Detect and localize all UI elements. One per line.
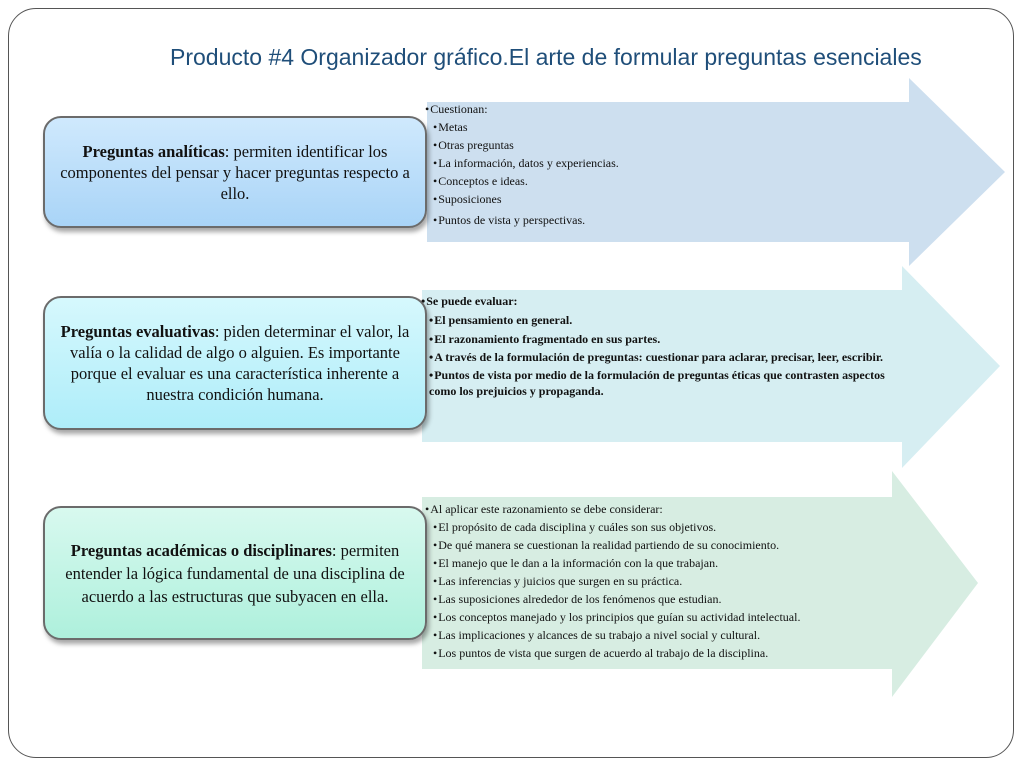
- term-evaluativas: Preguntas evaluativas: [60, 322, 215, 341]
- slide-title: Producto #4 Organizador gráfico.El arte de formular preguntas esenciales: [170, 44, 922, 70]
- box-text-analiticas: [57, 141, 413, 204]
- list-evaluativas: [421, 292, 891, 399]
- box-analiticas: [43, 116, 427, 228]
- list-item: • La información, datos y experiencias.: [425, 154, 619, 172]
- list-item: • Los puntos de vista que surgen de acuerdo al trabajo de la disciplina.: [425, 644, 800, 662]
- list-item: • Las implicaciones y alcances de su trabajo a nivel social y cultural.: [425, 626, 800, 644]
- box-text-academicas: [57, 539, 413, 608]
- list-item: • Otras preguntas: [425, 136, 619, 154]
- list-item: • Conceptos e ideas.: [425, 172, 619, 190]
- list-item: • De qué manera se cuestionan la realidad partiendo de su conocimiento.: [425, 536, 800, 554]
- list-item: • A través de la formulación de preguntas: cuestionar para aclarar, precisar, leer, escribir.: [421, 349, 891, 365]
- list-heading-evaluativas: • Se puede evaluar:: [421, 292, 891, 310]
- definition-evaluativas: : piden determinar el valor, la valía o la calidad de algo o alguien. Es importante porque el evaluar es una característica inherente a nuestra condición humana.: [70, 322, 410, 404]
- term-academicas: Preguntas académicas o disciplinares: [70, 540, 332, 560]
- box-text-evaluativas: [57, 321, 413, 405]
- list-academicas: [425, 500, 800, 662]
- box-academicas: [43, 506, 427, 640]
- list-item: • Las suposiciones alrededor de los fenómenos que estudian.: [425, 590, 800, 608]
- list-item: • Los conceptos manejado y los principios que guían su actividad intelectual.: [425, 608, 800, 626]
- list-item: • Puntos de vista y perspectivas.: [425, 211, 619, 229]
- list-heading-analiticas: • Cuestionan:: [425, 100, 619, 118]
- definition-academicas: : permiten entender la lógica fundamental de una disciplina de acuerdo a las estructuras que subyacen en ella.: [65, 540, 405, 606]
- list-analiticas: [425, 100, 619, 229]
- list-item: • Metas: [425, 118, 619, 136]
- list-item: • El razonamiento fragmentado en sus partes.: [421, 330, 891, 348]
- box-evaluativas: [43, 296, 427, 430]
- list-item: • El manejo que le dan a la información con la que trabajan.: [425, 554, 800, 572]
- list-item: • Puntos de vista por medio de la formulación de preguntas éticas que contrasten aspectos como los prejuicios y propaganda.: [421, 367, 891, 399]
- list-item: • Suposiciones: [425, 190, 619, 208]
- definition-analiticas: : permiten identificar los componentes del pensar y hacer preguntas respecto a ello.: [60, 141, 410, 203]
- term-analiticas: Preguntas analíticas: [82, 141, 225, 161]
- list-heading-academicas: • Al aplicar este razonamiento se debe considerar:: [425, 500, 800, 518]
- list-item: • Las inferencias y juicios que surgen en su práctica.: [425, 572, 800, 590]
- list-item: • El propósito de cada disciplina y cuáles son sus objetivos.: [425, 518, 800, 536]
- list-item: • El pensamiento en general.: [421, 311, 891, 329]
